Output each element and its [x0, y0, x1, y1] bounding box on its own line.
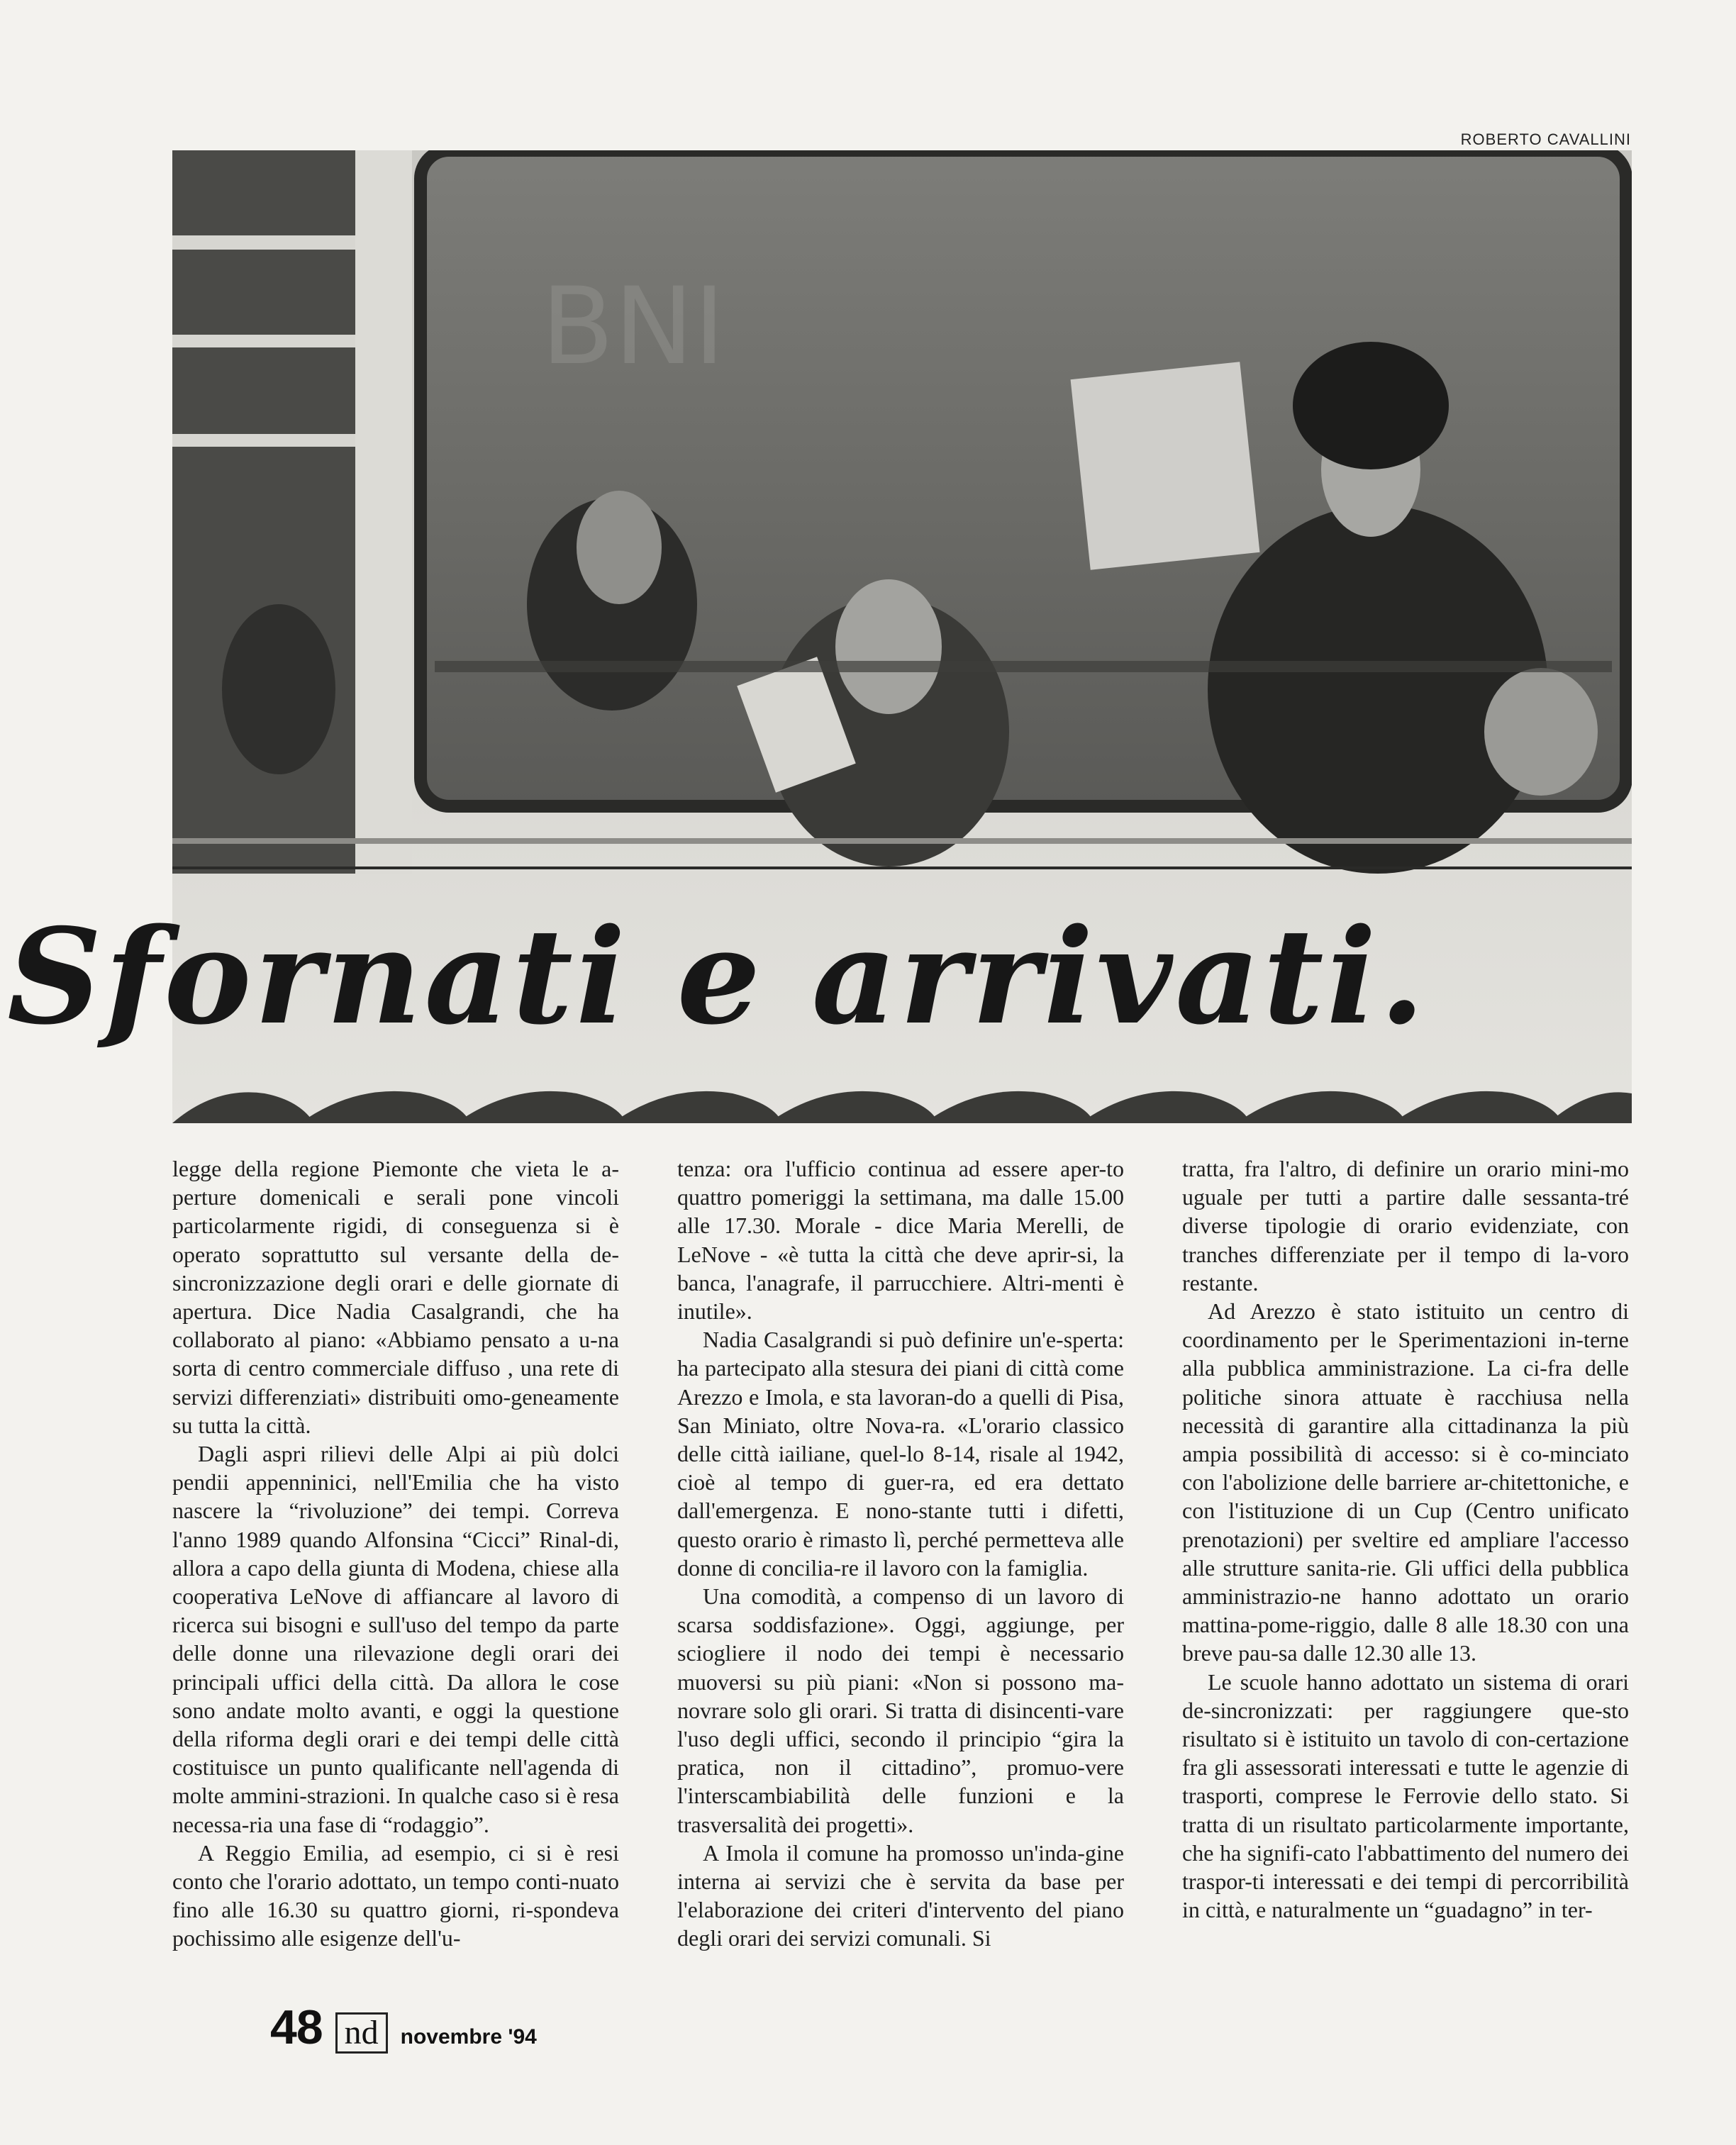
- paragraph: Una comodità, a compenso di un lavoro di scarsa soddisfazione». Oggi, aggiunge, per sciogliere il nodo dei tempi è necessario muoversi su più piani: «Non si possono ma-novrare solo gli orari. Si tratta di disincenti-vare l'uso degli uffici, secondo il principio “gira la pratica, non il cittadino”, promuo-vere l'interscambiabilità delle funzioni e la trasversalità dei progetti».: [677, 1583, 1124, 1837]
- photo-credit: ROBERTO CAVALLINI: [1460, 130, 1631, 148]
- article-column-1: [172, 1154, 619, 1953]
- page-footer: [270, 2000, 537, 2055]
- paragraph: Dagli aspri rilievi delle Alpi ai più dolci pendii appenninici, nell'Emilia che ha visto nascere la “rivoluzione” dei tempi. Correva l'anno 1989 quando Alfonsina “Cicci” Rinal-di, allora a capo della giunta di Modena, chiese alla cooperativa LeNove di affiancare al lavoro di ricerca sui bisogni e sull'uso del tempo da parte delle donne una rilevazione degli orari dei principali uffici della città. Da allora le cose sono andate molto avanti, e oggi la questione della riforma degli orari e dei tempi delle città costituisce un punto qualificante nell'agenda di molte ammini-strazioni. In qualche caso si è resa necessa-ria una fase di “rodaggio”.: [172, 1441, 619, 1837]
- article-column-3: [1182, 1154, 1629, 1924]
- article-column-2: [677, 1154, 1124, 1953]
- paragraph: Nadia Casalgrandi si può definire un'e-sperta: ha partecipato alla stesura dei piani di città come Arezzo e Imola, e sta lavoran-do a quelli di Pisa, San Miniato, oltre Nova-ra. «L'orario classico delle città iailiane, quel-lo 8-14, risale al 1942, cioè al tempo di guer-ra, ed era dettato dall'emergenza. E nono-stante tutti i difetti, questo orario è rimasto lì, perché permetteva alle donne di concilia-re il lavoro con la famiglia.: [677, 1327, 1124, 1581]
- paragraph: Le scuole hanno adottato un sistema di orari de-sincronizzati: per raggiungere que-sto risultato si è istituito un tavolo di con-certazione fra gli assessorati interessati e tutte le agenzie di trasporti, comprese le Ferrovie dello stato. Si tratta di un risultato particolarmente importante, che ha signifi-cato l'abbattimento del numero dei traspor-ti interessati e dei tempi di percorribilità in città, e naturalmente un “guadagno” in ter-: [1182, 1668, 1629, 1923]
- magazine-logo: nd: [335, 2012, 388, 2054]
- paragraph: A Reggio Emilia, ad esempio, ci si è resi conto che l'orario adottato, un tempo conti-nuato fino alle 16.30 su quattro giorni, ri-spondeva pochissimo alle esigenze dell'u-: [172, 1839, 619, 1951]
- paragraph: A Imola il comune ha promosso un'inda-gine interna ai servizi che è servita da base per l'elaborazione dei criteri d'intervento del piano degli orari dei servizi comunali. Si: [677, 1839, 1124, 1951]
- article-body: [172, 1154, 1632, 1977]
- page-number: 48: [270, 2000, 323, 2054]
- paragraph: legge della regione Piemonte che vieta le a-perture domenicali e serali pone vincoli particolarmente rigidi, di conseguenza si è operato soprattutto sul versante della de-sincronizzazione degli orari e delle giornate di apertura. Dice Nadia Casalgrandi, che ha collaborato al piano: «Abbiamo pensato a u-na sorta di centro commerciale diffuso , una rete di servizi differenziati» distribuiti omo-geneamente su tutta la città.: [172, 1156, 619, 1438]
- window-reflection-text: BNI: [541, 265, 725, 389]
- headline: Sfornati e arrivati.: [7, 899, 1428, 1054]
- paragraph: tenza: ora l'ufficio continua ad essere aper-to quattro pomeriggi la settimana, ma dalle 15.00 alle 17.30. Morale - dice Maria Merelli, de LeNove - «è tutta la città che deve aprir-si, la banca, l'anagrafe, il parrucchiere. Altri-menti è inutile».: [677, 1156, 1124, 1325]
- issue-date: novembre '94: [400, 2025, 537, 2049]
- paragraph: tratta, fra l'altro, di definire un orario mini-mo uguale per tutti a partire dalle sessanta-tré diverse tipologie di orario evidenziate, con tranches differenziate per il tempo di la-voro restante.: [1182, 1156, 1629, 1296]
- paragraph: Ad Arezzo è stato istituito un centro di coordinamento per le Sperimentazioni in-terne alla pubblica amministrazione. La ci-fra delle politiche sinora attuate è racchiusa nella necessità di garantire alla cittadinanza la più ampia possibilità di accesso: si è co-minciato con l'abolizione delle barriere ar-chitettoniche, e con l'istituzione di un Cup (Centro unificato prenotazioni) per sveltire ed ampliare l'accesso alle strutture sanita-rie. Gli uffici della pubblica amministrazio-ne hanno adottato un orario mattina-pome-riggio, dalle 8 alle 18.30 con una breve pau-sa dalle 12.30 alle 13.: [1182, 1298, 1629, 1666]
